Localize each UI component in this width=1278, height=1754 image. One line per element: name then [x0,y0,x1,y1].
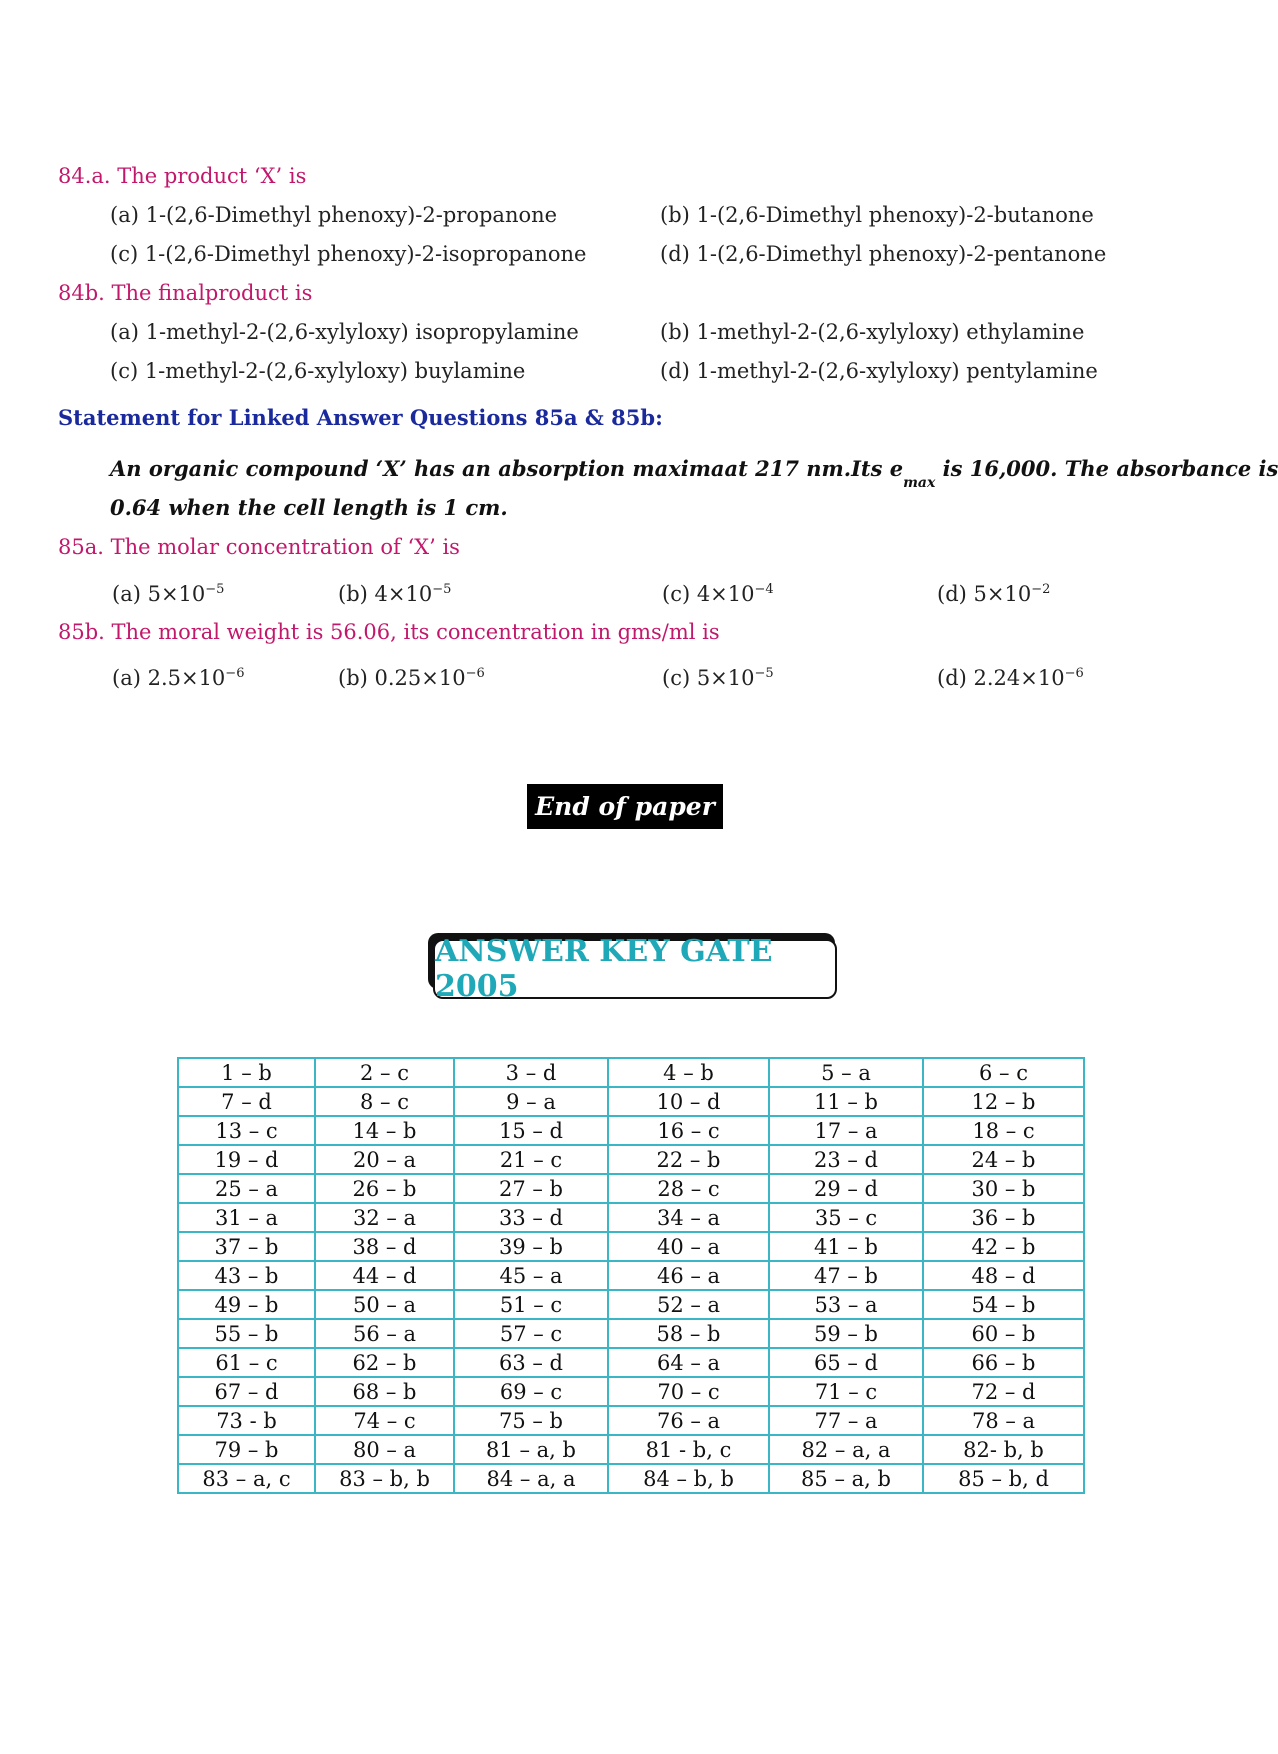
option-85b-d-base: (d) 2.24×10 [937,666,1065,690]
answer-key-cell: 82- b, b [923,1435,1084,1464]
answer-key-cell: 1 – b [178,1058,315,1087]
answer-key-row [178,1087,1084,1116]
answer-key-cell: 4 – b [608,1058,769,1087]
answer-key-cell: 74 – c [315,1406,454,1435]
answer-key-title: ANSWER KEY GATE 2005 [433,939,837,999]
option-85a-a-exponent: −5 [205,582,225,597]
option-84a-c: (c) 1-(2,6-Dimethyl phenoxy)-2-isopropanone [110,242,587,266]
answer-key-cell: 47 – b [769,1261,923,1290]
option-85b-b-base: (b) 0.25×10 [338,666,466,690]
answer-key-cell: 76 – a [608,1406,769,1435]
statement-emax-subscript: max [903,475,936,491]
answer-key-cell: 5 – a [769,1058,923,1087]
option-84a-b: (b) 1-(2,6-Dimethyl phenoxy)-2-butanone [660,203,1094,227]
answer-key-row [178,1290,1084,1319]
answer-key-cell: 31 – a [178,1203,315,1232]
question-85a: 85a. The molar concentration of ‘X’ is [58,535,460,559]
option-84b-c: (c) 1-methyl-2-(2,6-xylyloxy) buylamine [110,359,526,383]
answer-key-cell: 73 - b [178,1406,315,1435]
option-85b-c-base: (c) 5×10 [662,666,755,690]
option-84a-a: (a) 1-(2,6-Dimethyl phenoxy)-2-propanone [110,203,558,227]
answer-key-row [178,1319,1084,1348]
answer-key-cell: 41 – b [769,1232,923,1261]
answer-key-cell: 25 – a [178,1174,315,1203]
answer-key-cell: 44 – d [315,1261,454,1290]
end-of-paper-label: End of paper [527,784,723,829]
answer-key-cell: 40 – a [608,1232,769,1261]
option-85b-c-exponent: −5 [754,666,774,681]
answer-key-cell: 38 – d [315,1232,454,1261]
answer-key-cell: 71 – c [769,1377,923,1406]
answer-key-cell: 29 – d [769,1174,923,1203]
answer-key-cell: 15 – d [454,1116,608,1145]
answer-key-cell: 6 – c [923,1058,1084,1087]
option-85a-b-exponent: −5 [432,582,452,597]
answer-key-row [178,1174,1084,1203]
answer-key-row [178,1261,1084,1290]
answer-key-cell: 66 – b [923,1348,1084,1377]
answer-key-cell: 26 – b [315,1174,454,1203]
answer-key-cell: 84 – b, b [608,1464,769,1493]
answer-key-cell: 52 – a [608,1290,769,1319]
answer-key-cell: 21 – c [454,1145,608,1174]
answer-key-cell: 12 – b [923,1087,1084,1116]
question-84a: 84.a. The product ‘X’ is [58,164,307,188]
option-85a-c-base: (c) 4×10 [662,582,755,606]
option-85a-d-exponent: −2 [1031,582,1051,597]
option-85b-a [112,666,244,690]
answer-key-cell: 81 – a, b [454,1435,608,1464]
option-84b-b: (b) 1-methyl-2-(2,6-xylyloxy) ethylamine [660,320,1085,344]
answer-key-cell: 75 – b [454,1406,608,1435]
option-85a-b-base: (b) 4×10 [338,582,433,606]
answer-key-cell: 22 – b [608,1145,769,1174]
answer-key-cell: 27 – b [454,1174,608,1203]
answer-key-cell: 42 – b [923,1232,1084,1261]
option-85b-a-base: (a) 2.5×10 [112,666,226,690]
option-85b-b-exponent: −6 [465,666,485,681]
statement-heading: Statement for Linked Answer Questions 85a & 85b: [58,405,663,430]
answer-key-cell: 2 – c [315,1058,454,1087]
statement-line-1-pre: An organic compound ‘X’ has an absorption maximaat 217 nm.Its e [110,456,904,481]
answer-key-cell: 61 – c [178,1348,315,1377]
answer-key-cell: 23 – d [769,1145,923,1174]
answer-key-cell: 11 – b [769,1087,923,1116]
answer-key-cell: 14 – b [315,1116,454,1145]
option-85a-d-base: (d) 5×10 [937,582,1032,606]
option-85b-d [937,666,1084,690]
answer-key-cell: 39 – b [454,1232,608,1261]
answer-key-cell: 17 – a [769,1116,923,1145]
answer-key-row [178,1203,1084,1232]
answer-key-cell: 9 – a [454,1087,608,1116]
answer-key-row [178,1377,1084,1406]
answer-key-cell: 63 – d [454,1348,608,1377]
answer-key-row [178,1116,1084,1145]
answer-key-cell: 79 – b [178,1435,315,1464]
answer-key-cell: 43 – b [178,1261,315,1290]
answer-key-cell: 72 – d [923,1377,1084,1406]
answer-key-cell: 34 – a [608,1203,769,1232]
answer-key-cell: 54 – b [923,1290,1084,1319]
answer-key-row [178,1232,1084,1261]
answer-key-cell: 48 – d [923,1261,1084,1290]
answer-key-cell: 19 – d [178,1145,315,1174]
answer-key-cell: 85 – a, b [769,1464,923,1493]
statement-line-1 [110,456,1278,491]
answer-key-cell: 10 – d [608,1087,769,1116]
answer-key-cell: 3 – d [454,1058,608,1087]
answer-key-cell: 30 – b [923,1174,1084,1203]
answer-key-cell: 45 – a [454,1261,608,1290]
option-85b-a-exponent: −6 [225,666,245,681]
answer-key-cell: 80 – a [315,1435,454,1464]
answer-key-row [178,1058,1084,1087]
answer-key-cell: 55 – b [178,1319,315,1348]
answer-key-cell: 78 – a [923,1406,1084,1435]
answer-key-cell: 82 – a, a [769,1435,923,1464]
option-85a-b [338,582,451,606]
answer-key-cell: 56 – a [315,1319,454,1348]
option-85a-a [112,582,224,606]
answer-key-cell: 85 – b, d [923,1464,1084,1493]
answer-key-cell: 8 – c [315,1087,454,1116]
answer-key-row [178,1348,1084,1377]
answer-key-row [178,1435,1084,1464]
answer-key-cell: 62 – b [315,1348,454,1377]
option-85b-b [338,666,485,690]
option-85b-d-exponent: −6 [1064,666,1084,681]
answer-key-cell: 83 – a, c [178,1464,315,1493]
answer-key-cell: 58 – b [608,1319,769,1348]
option-84b-d: (d) 1-methyl-2-(2,6-xylyloxy) pentylamine [660,359,1098,383]
answer-key-cell: 24 – b [923,1145,1084,1174]
answer-key-cell: 36 – b [923,1203,1084,1232]
answer-key-cell: 18 – c [923,1116,1084,1145]
answer-key-cell: 13 – c [178,1116,315,1145]
option-85a-a-base: (a) 5×10 [112,582,206,606]
answer-key-cell: 65 – d [769,1348,923,1377]
question-84b: 84b. The finalproduct is [58,281,313,305]
answer-key-cell: 50 – a [315,1290,454,1319]
answer-key-cell: 67 – d [178,1377,315,1406]
question-85b: 85b. The moral weight is 56.06, its concentration in gms/ml is [58,620,720,644]
option-84a-d: (d) 1-(2,6-Dimethyl phenoxy)-2-pentanone [660,242,1107,266]
answer-key-cell: 20 – a [315,1145,454,1174]
answer-key-row [178,1406,1084,1435]
answer-key-cell: 68 – b [315,1377,454,1406]
answer-key-cell: 51 – c [454,1290,608,1319]
option-85a-c [662,582,774,606]
answer-key-cell: 70 – c [608,1377,769,1406]
answer-key-cell: 32 – a [315,1203,454,1232]
option-84b-a: (a) 1-methyl-2-(2,6-xylyloxy) isopropylamine [110,320,579,344]
answer-key-cell: 49 – b [178,1290,315,1319]
answer-key-table [177,1057,1085,1494]
answer-key-cell: 83 – b, b [315,1464,454,1493]
answer-key-cell: 81 - b, c [608,1435,769,1464]
statement-line-1-post: is 16,000. The absorbance is [935,456,1278,481]
option-85a-c-exponent: −4 [754,582,774,597]
answer-key-cell: 69 – c [454,1377,608,1406]
answer-key-cell: 37 – b [178,1232,315,1261]
answer-key-cell: 59 – b [769,1319,923,1348]
option-85b-c [662,666,774,690]
answer-key-cell: 46 – a [608,1261,769,1290]
answer-key-row [178,1145,1084,1174]
answer-key-cell: 60 – b [923,1319,1084,1348]
answer-key-cell: 7 – d [178,1087,315,1116]
answer-key-cell: 33 – d [454,1203,608,1232]
statement-line-2: 0.64 when the cell length is 1 cm. [110,495,508,520]
answer-key-cell: 57 – c [454,1319,608,1348]
option-85a-d [937,582,1050,606]
answer-key-row [178,1464,1084,1493]
answer-key-cell: 53 – a [769,1290,923,1319]
answer-key-cell: 84 – a, a [454,1464,608,1493]
answer-key-cell: 77 – a [769,1406,923,1435]
answer-key-cell: 16 – c [608,1116,769,1145]
answer-key-cell: 64 – a [608,1348,769,1377]
answer-key-cell: 28 – c [608,1174,769,1203]
answer-key-cell: 35 – c [769,1203,923,1232]
